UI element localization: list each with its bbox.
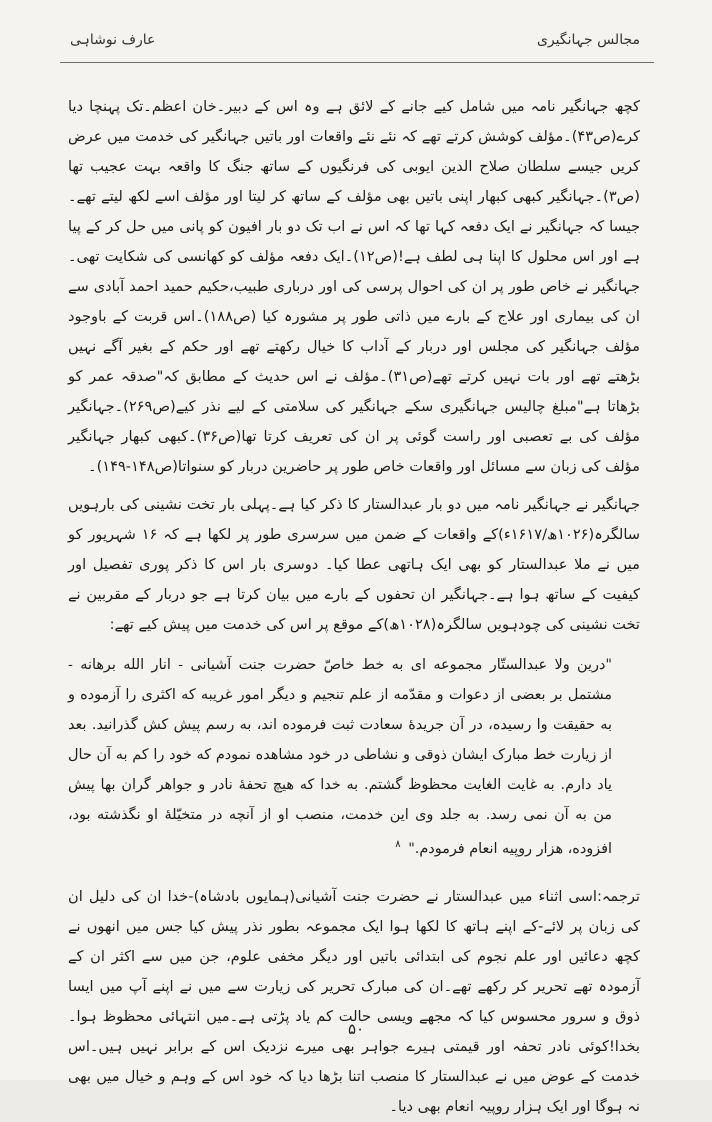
page-number: ۵۰ bbox=[347, 1020, 365, 1038]
persian-quote-text: "درین ولا عبدالستّار مجموعه ای به خط خاصّ حضرت جنت آشیانی - انار الله برهانه - مشتمل بر بعضی از دعوات و مقدّمه از علم تنجیم و دیگر امور غریبه که اکثری را آزموده و به حقیقت وا رسیده، در آن جریدهٔ سعادت ثبت فرموده اند، به رسم پیش کش گذرانید. بعد از زیارت خط مبارک ایشان ذوقی و نشاطی در خود مشاهده نمودم که خود را کم به آن حال یاد دارم. به غایت الغایت محظوظ گشتم. به خدا که هیچ تحفهٔ نادر و جواهر گران بها پیش من به آن نمی رسد. به جلد وی این خدمت، منصب او از آنچه در متخیّلهٔ او نگذشته بود، افزوده، هزار روپیه انعام فرمودم." bbox=[68, 657, 612, 857]
header-author: عارف نوشاہی bbox=[70, 32, 156, 48]
page-body bbox=[68, 92, 640, 1122]
persian-quote bbox=[68, 650, 640, 864]
running-header bbox=[70, 32, 640, 48]
footnote-reference: ۸ bbox=[395, 839, 401, 850]
header-rule bbox=[60, 62, 654, 63]
paragraph-2: جہانگیر نے جہانگیر نامہ میں دو بار عبدالستار کا ذکر کیا ہے۔پہلی بار تخت نشینی کی بارہویں سالگرہ(۱۰۲۶ھ/۱۶۱۷ء)کے واقعات کے ضمن میں سرسری طور پر لکھا ہے کہ ۱۶ شہریور کو میں نے ملا عبدالستار کو بھی ایک ہاتھی عطا کیا۔ دوسری بار اس کا ذکر پوری تفصیل اور کیفیت کے ساتھ ہوا ہے۔جہانگیر ان تحفوں کے بارے میں بیان کرتا ہے جو دربار کے مقربین نے تخت نشینی کی چودہویں سالگرہ(۱۰۲۸ھ)کے موقع پر اس کی خدمت میں پیش کیے تھے: bbox=[68, 496, 641, 633]
header-book-title: مجالس جہانگیری bbox=[536, 32, 640, 48]
translation-paragraph: ترجمہ:اسی اثناء میں عبدالستار نے حضرت جنت آشیانی(ہمایوں بادشاہ)-خدا ان کی دلیل ان کی زبان پر لائے-کے اپنے ہاتھ کا لکھا ہوا ایک مجموعہ بطور نذر پیش کیا جس میں انھوں نے کچھ دعائیں اور علم نجوم کی ابتدائی باتیں اور دیگر مخفی علوم، جن میں سے اکثر ان کے آزمودہ تھے تحریر کر رکھے تھے۔ان کی مبارک تحریر کی زیارت سے میں نے اپنے آپ میں ایسا ذوق و سرور محسوس کیا کہ مجھے ویسی حالت کم یاد پڑتی ہے۔میں انتہائی محظوظ ہوا۔بخدا!کوئی نادر تحفہ اور قیمتی ہیرے جواہر بھی میرے نزدیک اس کے برابر نہیں ہیں۔اس خدمت کے عوض میں نے عبدالستار کا منصب اتنا بڑھا دیا کہ خود اس کے وہم و خیال میں بھی نہ ہوگا اور ایک ہزار روپیہ انعام بھی دیا۔ bbox=[68, 887, 640, 1115]
paragraph-1: کچھ جہانگیر نامہ میں شامل کیے جانے کے لائق ہے وہ اس کے دبیر۔خان اعظم۔تک پہنچا دیا کرے(ص۴۳)۔مؤلف کوشش کرتے تھے کہ نئے نئے واقعات اور باتیں جہانگیر کی خدمت میں عرض کریں جیسے سلطان صلاح الدین ایوبی کی فرنگیوں کے ساتھ جنگ کا واقعہ بہت عجیب تھا (ص۳)۔جہانگیر کبھی کبھار اپنی باتیں بھی مؤلف کے ساتھ کر لیتا اور مؤلف اسے لکھ لیتے تھے۔جیسا کہ جہانگیر نے ایک دفعہ کہا تھا کہ اس نے اب تک دو بار افیون کو پانی میں حل کر کے پیا ہے اور اس محلول کا اپنا ہی لطف ہے!(ص۱۲)۔ایک دفعہ مؤلف کو کھانسی کی شکایت تھی۔جہانگیر نے خاص طور پر ان کی احوال پرسی کی اور درباری طبیب،حکیم حمید احمد آبادی سے ان کی بیماری اور علاج کے بارے میں ذاتی طور پر مشورہ کیا (ص۱۸۸)۔اس قربت کے باوجود مؤلف جہانگیر کی مجلس اور دربار کے آداب کا خیال رکھتے تھے اور حکم کے بغیر آگے نہیں بڑھتے تھے اور بات نہیں کرتے تھے(ص۳۱)۔مؤلف نے اس حدیث کے مطابق کہ"صدقہ عمر کو بڑھاتا ہے"مبلغ چالیس جہانگیری سکے جہانگیر کی سلامتی کے لیے نذر کیے(ص۲۶۹)۔جہانگیر مؤلف کی بے تعصبی اور راست گوئی پر ان کی تعریف کرتا تھا(ص۳۶)۔کبھی کبھار جہانگیر مؤلف کی زبان سے مسائل اور واقعات خاص طور پر حاضرین دربار کو سنواتا(ص۱۴۸-۱۴۹)۔ bbox=[68, 98, 641, 475]
